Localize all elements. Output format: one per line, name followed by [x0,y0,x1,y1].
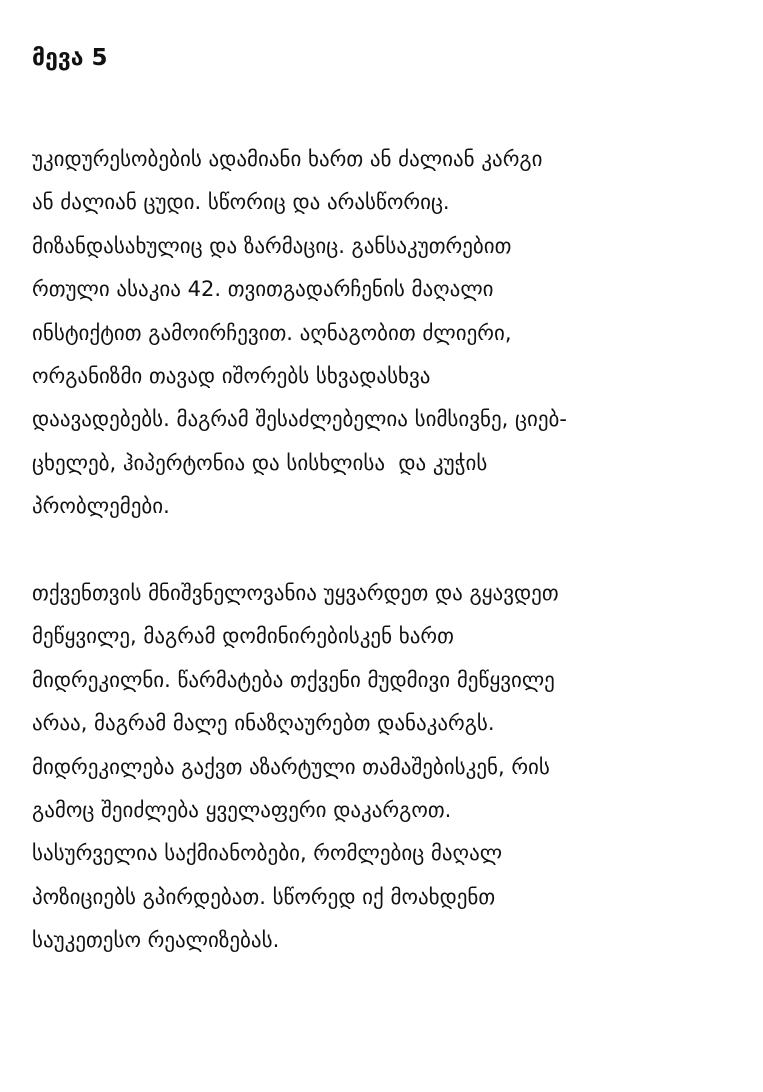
paragraph-1 [32,138,733,529]
paragraph-2 [32,572,733,963]
text-line: საუკეთესო რეალიზებას. [32,928,280,953]
text-line: ინსტიქტით გამოირჩევით. აღნაგობით ძლიერი, [32,320,512,345]
text-line: მიდრეკილნი. წარმატება თქვენი მუდმივი მეწყვილე [32,667,555,692]
text-line: ცხელებ, ჰიპერტონია და სისხლისა და კუჭის [32,450,488,475]
text-line: ორგანიზმი თავად იშორებს სხვადასხვა [32,364,431,389]
text-line: დაავადებებს. მაგრამ შესაძლებელია სიმსივნე, ციებ- [32,407,567,432]
text-line: პოზიციებს გპირდებათ. სწორედ იქ მოახდენთ [32,884,496,909]
text-line: რთული ასაკია 42. თვითგადარჩენის მაღალი [32,277,494,302]
text-line: მეწყვილე, მაგრამ დომინირებისკენ ხართ [32,624,454,649]
text-line: უკიდურესობების ადამიანი ხართ ან ძალიან კარგი [32,147,543,171]
text-line: ან ძალიან ცუდი. სწორიც და არასწორიც. [32,190,450,215]
text-line: თქვენთვის მნიშვნელოვანია უყვარდეთ და გყავდეთ [32,581,559,606]
text-line: სასურველია საქმიანობები, რომლებიც მაღალ [32,841,503,866]
paragraph-spacer [32,529,733,572]
text-line: მიზანდასახულიც და ზარმაციც. განსაკუთრებით [32,233,512,258]
text-line: გამოც შეიძლება ყველაფერი დაკარგოთ. [32,798,452,823]
page-title: მევა 5 [32,45,108,71]
text-line: მიდრეკილება გაქვთ აზარტული თამაშებისკენ, რის [32,754,550,779]
text-line: პრობლემები. [32,494,170,519]
text-line: არაა, მაგრამ მალე ინაზღაურებთ დანაკარგს. [32,711,495,736]
